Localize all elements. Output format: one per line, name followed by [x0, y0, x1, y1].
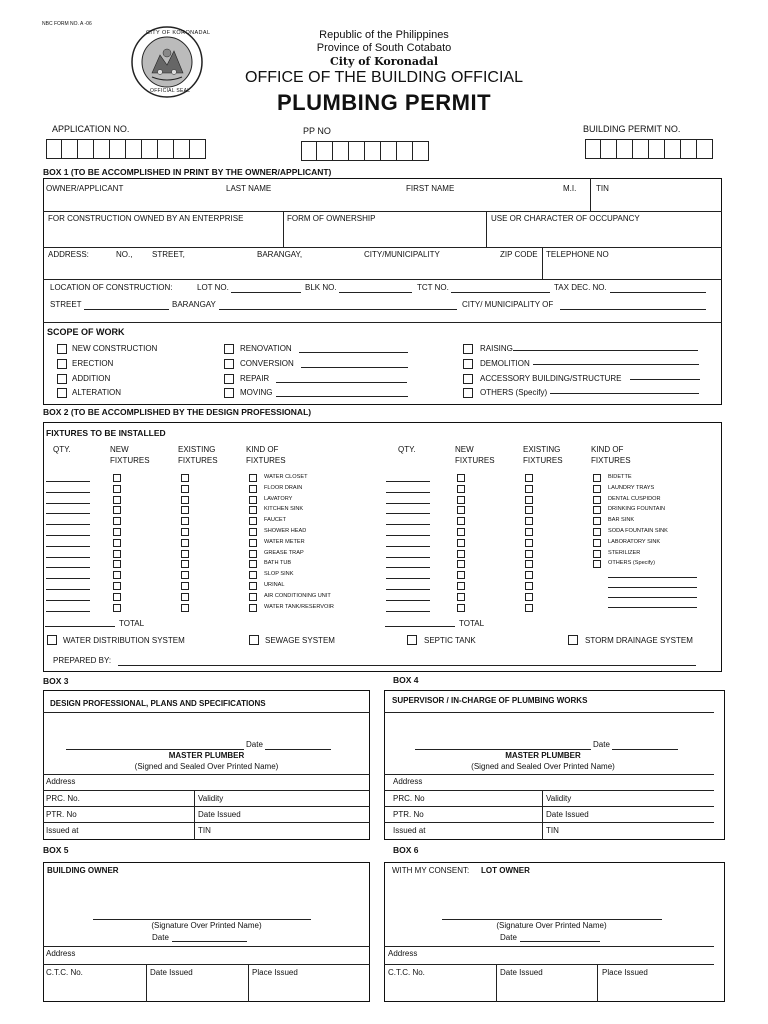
box3-title: DESIGN PROFESSIONAL, PLANS AND SPECIFICATIONS [50, 699, 266, 708]
scope-checkbox[interactable] [463, 344, 473, 354]
box4-validity-label: Validity [546, 794, 572, 803]
box6-signature-input[interactable] [442, 919, 662, 920]
scope-label: REPAIR [240, 374, 270, 383]
fixture-qty-input[interactable] [46, 589, 90, 590]
storm-drainage-checkbox[interactable] [568, 635, 578, 645]
new-fixture-checkbox[interactable] [457, 474, 465, 482]
header-office: OFFICE OF THE BUILDING OFFICIAL [245, 69, 523, 86]
new-header-left-2: FIXTURES [110, 456, 150, 465]
tct-no-input[interactable] [451, 292, 550, 293]
existing-fixture-checkbox[interactable] [525, 539, 533, 547]
box5-title: BUILDING OWNER [47, 866, 119, 875]
septic-tank-checkbox[interactable] [407, 635, 417, 645]
scope-specify-input[interactable] [276, 382, 407, 383]
box6-title: LOT OWNER [481, 866, 530, 875]
new-fixture-checkbox[interactable] [457, 604, 465, 612]
total-right-label: TOTAL [459, 619, 485, 628]
existing-header-right-2: FIXTURES [523, 456, 563, 465]
fixture-qty-input[interactable] [386, 524, 430, 525]
new-fixture-checkbox[interactable] [457, 550, 465, 558]
scope-label: ADDITION [72, 374, 111, 383]
box4-date-input[interactable] [612, 749, 678, 750]
others-specify-input[interactable] [608, 587, 697, 588]
box3-date-label: Date [246, 740, 263, 749]
box5-date-issued-label: Date Issued [150, 968, 193, 977]
box5-ctc-label: C.T.C. No. [46, 968, 83, 977]
fixture-qty-input[interactable] [46, 503, 90, 504]
existing-fixture-checkbox[interactable] [181, 496, 189, 504]
new-fixture-checkbox[interactable] [113, 517, 121, 525]
box6-frame [384, 862, 725, 1002]
box5-date-label: Date [152, 933, 169, 942]
fixtures-heading: FIXTURES TO BE INSTALLED [46, 428, 166, 438]
fixture-qty-input[interactable] [46, 546, 90, 547]
fixture-kind-checkbox[interactable] [249, 474, 257, 482]
water-distribution-checkbox[interactable] [47, 635, 57, 645]
box6-label: BOX 6 [393, 845, 419, 855]
box4-date-label: Date [593, 740, 610, 749]
fixture-qty-input[interactable] [386, 492, 430, 493]
total-right-input[interactable] [385, 626, 455, 627]
box3-date-input[interactable] [265, 749, 331, 750]
scope-label: ALTERATION [72, 388, 122, 397]
kind-header-left-2: FIXTURES [246, 456, 286, 465]
scope-checkbox[interactable] [463, 374, 473, 384]
existing-fixture-checkbox[interactable] [181, 582, 189, 590]
new-fixture-checkbox[interactable] [457, 528, 465, 536]
box4-label: BOX 4 [393, 675, 419, 685]
fixture-kind-label: GREASE TRAP [264, 550, 304, 556]
existing-fixture-checkbox[interactable] [181, 571, 189, 579]
new-fixture-checkbox[interactable] [113, 571, 121, 579]
fixture-kind-label: SLOP SINK [264, 571, 294, 577]
fixture-kind-label: LAVATORY [264, 496, 293, 502]
scope-checkbox[interactable] [57, 344, 67, 354]
scope-label: RAISING [480, 344, 513, 353]
fixture-kind-label: LABORATORY SINK [608, 539, 661, 545]
fixture-qty-input[interactable] [46, 535, 90, 536]
address-street-label: STREET, [152, 250, 185, 259]
box4-title: SUPERVISOR / IN-CHARGE OF PLUMBING WORKS [392, 696, 588, 705]
building-permit-no-label: BUILDING PERMIT NO. [583, 124, 681, 134]
building-permit-no-input[interactable] [585, 139, 713, 159]
scope-label: NEW CONSTRUCTION [72, 344, 158, 353]
fixture-kind-checkbox[interactable] [593, 506, 601, 514]
new-header-left: NEW [110, 445, 129, 454]
fixture-qty-input[interactable] [386, 567, 430, 568]
scope-checkbox[interactable] [224, 388, 234, 398]
box6-sign-note: (Signature Over Printed Name) [496, 921, 607, 930]
new-fixture-checkbox[interactable] [113, 604, 121, 612]
fixture-qty-input[interactable] [46, 524, 90, 525]
scope-checkbox[interactable] [57, 374, 67, 384]
existing-fixture-checkbox[interactable] [525, 550, 533, 558]
fixture-kind-label: WATER METER [264, 539, 305, 545]
scope-checkbox[interactable] [224, 374, 234, 384]
existing-fixture-checkbox[interactable] [525, 496, 533, 504]
fixture-kind-label: KITCHEN SINK [264, 506, 304, 512]
box3-sign-note: (Signed and Sealed Over Printed Name) [134, 762, 279, 771]
existing-fixture-checkbox[interactable] [181, 550, 189, 558]
first-name-label: FIRST NAME [406, 184, 455, 193]
fixture-kind-label: FLOOR DRAIN [264, 485, 303, 491]
new-fixture-checkbox[interactable] [457, 506, 465, 514]
fixture-kind-label: OTHERS (Specify) [608, 560, 655, 566]
lot-no-input[interactable] [231, 292, 301, 293]
existing-fixture-checkbox[interactable] [181, 528, 189, 536]
fixture-kind-label: SODA FOUNTAIN SINK [608, 528, 668, 534]
box3-address-label: Address [46, 777, 76, 786]
fixture-qty-input[interactable] [46, 567, 90, 568]
scope-specify-input[interactable] [276, 396, 408, 397]
fixture-kind-checkbox[interactable] [593, 474, 601, 482]
box3-role: MASTER PLUMBER [168, 751, 245, 760]
scope-label: CONVERSION [240, 359, 294, 368]
existing-fixture-checkbox[interactable] [181, 517, 189, 525]
existing-fixture-checkbox[interactable] [181, 506, 189, 514]
header-city: City of Koronadal [329, 55, 439, 68]
total-left-label: TOTAL [119, 619, 145, 628]
new-header-right-2: FIXTURES [455, 456, 495, 465]
new-fixture-checkbox[interactable] [113, 506, 121, 514]
tax-dec-input[interactable] [610, 292, 706, 293]
new-fixture-checkbox[interactable] [113, 539, 121, 547]
fixture-kind-label: STERILIZER [608, 550, 641, 556]
box5-address-label: Address [46, 949, 76, 958]
existing-fixture-checkbox[interactable] [181, 604, 189, 612]
fixture-qty-input[interactable] [386, 513, 430, 514]
existing-fixture-checkbox[interactable] [525, 593, 533, 601]
existing-header-left: EXISTING [178, 445, 216, 454]
scope-checkbox[interactable] [57, 359, 67, 369]
fixture-qty-input[interactable] [386, 481, 430, 482]
box6-address-label: Address [388, 949, 418, 958]
septic-tank-label: SEPTIC TANK [424, 636, 476, 645]
box4-prc-label: PRC. No [393, 794, 425, 803]
tin-label: TIN [596, 184, 609, 193]
blk-no-input[interactable] [339, 292, 412, 293]
address-no-label: NO., [116, 250, 133, 259]
barangay2-input[interactable] [219, 309, 457, 310]
scope-specify-input[interactable] [513, 350, 698, 351]
existing-fixture-checkbox[interactable] [525, 582, 533, 590]
owner-label: OWNER/APPLICANT [46, 184, 124, 193]
kind-header-left: KIND OF [246, 445, 279, 454]
fixture-kind-label: SHOWER HEAD [264, 528, 307, 534]
storm-drainage-label: STORM DRAINAGE SYSTEM [585, 636, 693, 645]
scope-specify-input[interactable] [533, 364, 699, 365]
fixture-kind-label: BIDETTE [608, 474, 632, 480]
box3-ptr-label: PTR. No [46, 810, 77, 819]
fixture-kind-label: FAUCET [264, 517, 287, 523]
fixture-kind-label: URINAL [264, 582, 285, 588]
new-fixture-checkbox[interactable] [113, 582, 121, 590]
kind-header-right: KIND OF [591, 445, 624, 454]
fixture-qty-input[interactable] [46, 611, 90, 612]
qty-header-left: QTY. [53, 445, 71, 454]
box4-sign-note: (Signed and Sealed Over Printed Name) [471, 762, 615, 771]
fixture-kind-label: BAR SINK [608, 517, 635, 523]
address-label: ADDRESS: [48, 250, 89, 259]
box5-sign-note: (Signature Over Printed Name) [151, 921, 262, 930]
fixture-qty-input[interactable] [386, 589, 430, 590]
fixture-kind-checkbox[interactable] [249, 517, 257, 525]
address-barangay-label: BARANGAY, [257, 250, 303, 259]
box6-date-label: Date [500, 933, 517, 942]
sewage-system-label: SEWAGE SYSTEM [265, 636, 335, 645]
fixture-kind-checkbox[interactable] [593, 539, 601, 547]
fixture-kind-checkbox[interactable] [249, 506, 257, 514]
scope-label: DEMOLITION [480, 359, 530, 368]
fixture-kind-label: WATER TANK/RESERVOIR [264, 604, 334, 610]
header-republic: Republic of the Philippines [319, 29, 449, 41]
occupancy-label: USE OR CHARACTER OF OCCUPANCY [491, 214, 640, 223]
fixture-kind-label: DENTAL CUSPIDOR [608, 496, 661, 502]
scope-checkbox[interactable] [57, 388, 67, 398]
fixture-kind-checkbox[interactable] [593, 496, 601, 504]
box4-role: MASTER PLUMBER [505, 751, 581, 760]
fixture-kind-checkbox[interactable] [249, 528, 257, 536]
fixture-kind-checkbox[interactable] [593, 528, 601, 536]
box3-issued-at-label: Issued at [46, 826, 79, 835]
fixture-kind-checkbox[interactable] [249, 485, 257, 493]
tax-dec-label: TAX DEC. NO. [554, 283, 607, 292]
existing-fixture-checkbox[interactable] [525, 506, 533, 514]
box6-date-issued-label: Date Issued [500, 968, 543, 977]
box5-frame [43, 862, 370, 1002]
fixture-kind-checkbox[interactable] [593, 560, 601, 568]
tct-no-label: TCT NO. [417, 283, 449, 292]
box6-place-issued-label: Place Issued [602, 968, 648, 977]
city2-label: CITY/ MUNICIPALITY OF [462, 300, 554, 309]
scope-specify-input[interactable] [299, 352, 408, 353]
box3-label: BOX 3 [43, 676, 69, 686]
prepared-by-input[interactable] [118, 665, 696, 666]
scope-specify-input[interactable] [630, 379, 700, 380]
box4-issued-at-label: Issued at [393, 826, 426, 835]
lot-no-label: LOT NO. [197, 283, 229, 292]
zip-code-label: ZIP CODE [500, 250, 538, 259]
pp-no-input[interactable] [301, 141, 429, 161]
new-fixture-checkbox[interactable] [113, 550, 121, 558]
new-fixture-checkbox[interactable] [457, 560, 465, 568]
fixture-qty-input[interactable] [46, 513, 90, 514]
scope-checkbox[interactable] [463, 359, 473, 369]
box4-tin-label: TIN [546, 826, 559, 835]
box4-ptr-label: PTR. No [393, 810, 424, 819]
new-fixture-checkbox[interactable] [457, 517, 465, 525]
others-specify-input[interactable] [608, 577, 697, 578]
existing-fixture-checkbox[interactable] [525, 560, 533, 568]
form-number: NBC FORM NO. A -06 [42, 21, 92, 27]
box3-validity-label: Validity [198, 794, 224, 803]
scope-label: RENOVATION [240, 344, 292, 353]
fixture-qty-input[interactable] [46, 492, 90, 493]
page-title: PLUMBING PERMIT [276, 90, 492, 115]
new-fixture-checkbox[interactable] [457, 485, 465, 493]
existing-header-left-2: FIXTURES [178, 456, 218, 465]
fixture-kind-checkbox[interactable] [593, 517, 601, 525]
total-left-input[interactable] [45, 626, 115, 627]
box5-date-input[interactable] [172, 941, 247, 942]
existing-fixture-checkbox[interactable] [525, 528, 533, 536]
existing-fixture-checkbox[interactable] [525, 517, 533, 525]
application-no-input[interactable] [46, 139, 206, 159]
fixture-kind-checkbox[interactable] [249, 539, 257, 547]
scope-specify-input[interactable] [550, 393, 699, 394]
qty-header-right: QTY. [398, 445, 416, 454]
existing-header-right: EXISTING [523, 445, 561, 454]
sewage-system-checkbox[interactable] [249, 635, 259, 645]
existing-fixture-checkbox[interactable] [525, 604, 533, 612]
box2-heading: BOX 2 (TO BE ACCOMPLISHED BY THE DESIGN PROFESSIONAL) [43, 407, 312, 417]
new-fixture-checkbox[interactable] [113, 560, 121, 568]
kind-header-right-2: FIXTURES [591, 456, 631, 465]
location-label: LOCATION OF CONSTRUCTION: [50, 283, 173, 292]
existing-fixture-checkbox[interactable] [181, 560, 189, 568]
street2-label: STREET [50, 300, 82, 309]
box3-date-issued-label: Date Issued [198, 810, 241, 819]
others-specify-input[interactable] [608, 607, 697, 608]
fixture-kind-label: LAUNDRY TRAYS [608, 485, 655, 491]
fixture-qty-input[interactable] [386, 557, 430, 558]
fixture-qty-input[interactable] [46, 578, 90, 579]
box4-address-label: Address [393, 777, 423, 786]
fixture-kind-checkbox[interactable] [249, 560, 257, 568]
ownership-label: FORM OF OWNERSHIP [287, 214, 376, 223]
new-fixture-checkbox[interactable] [457, 539, 465, 547]
fixture-kind-label: WATER CLOSET [264, 474, 308, 480]
scope-label: ERECTION [72, 359, 114, 368]
box5-label: BOX 5 [43, 845, 69, 855]
existing-fixture-checkbox[interactable] [181, 593, 189, 601]
box4-date-issued-label: Date Issued [546, 810, 589, 819]
header-province: Province of South Cotabato [316, 42, 452, 54]
fixture-qty-input[interactable] [386, 611, 430, 612]
seal-ring-text: CITY OF KORONADAL [146, 30, 211, 36]
fixture-kind-checkbox[interactable] [249, 604, 257, 612]
box6-ctc-label: C.T.C. No. [388, 968, 425, 977]
barangay2-label: BARANGAY [172, 300, 216, 309]
box6-consent: WITH MY CONSENT: [392, 866, 470, 875]
scope-label: ACCESSORY BUILDING/STRUCTURE [480, 374, 622, 383]
box4-signature-input[interactable] [415, 749, 591, 750]
fixture-kind-checkbox[interactable] [249, 496, 257, 504]
fixture-kind-label: DRINKING FOUNTAIN [608, 506, 666, 512]
fixture-qty-input[interactable] [386, 535, 430, 536]
scope-checkbox[interactable] [224, 344, 234, 354]
new-fixture-checkbox[interactable] [113, 496, 121, 504]
new-header-right: NEW [455, 445, 474, 454]
new-fixture-checkbox[interactable] [113, 593, 121, 601]
telephone-label: TELEPHONE NO [546, 250, 609, 259]
address-city-label: CITY/MUNICIPALITY [364, 250, 440, 259]
fixture-kind-checkbox[interactable] [249, 571, 257, 579]
fixture-kind-checkbox[interactable] [249, 582, 257, 590]
scope-heading: SCOPE OF WORK [47, 327, 125, 337]
street2-input[interactable] [84, 309, 169, 310]
fixture-qty-input[interactable] [386, 546, 430, 547]
box5-place-issued-label: Place Issued [252, 968, 298, 977]
new-fixture-checkbox[interactable] [457, 582, 465, 590]
new-fixture-checkbox[interactable] [457, 496, 465, 504]
scope-label: MOVING [240, 388, 273, 397]
mi-label: M.I. [563, 184, 577, 193]
box3-tin-label: TIN [198, 826, 211, 835]
seal-bottom-text: OFFICIAL SEAL [150, 88, 191, 94]
fixture-qty-input[interactable] [386, 578, 430, 579]
fixture-qty-input[interactable] [46, 600, 90, 601]
fixture-kind-checkbox[interactable] [593, 485, 601, 493]
new-fixture-checkbox[interactable] [457, 571, 465, 579]
city2-input[interactable] [560, 309, 706, 310]
new-fixture-checkbox[interactable] [113, 485, 121, 493]
new-fixture-checkbox[interactable] [457, 593, 465, 601]
pp-no-label: PP NO [303, 126, 331, 136]
fixture-kind-label: BATH TUB [264, 560, 292, 566]
fixture-qty-input[interactable] [46, 481, 90, 482]
existing-fixture-checkbox[interactable] [525, 474, 533, 482]
fixture-qty-input[interactable] [46, 557, 90, 558]
scope-checkbox[interactable] [463, 388, 473, 398]
existing-fixture-checkbox[interactable] [525, 485, 533, 493]
existing-fixture-checkbox[interactable] [181, 539, 189, 547]
box5-signature-input[interactable] [93, 919, 311, 920]
enterprise-label: FOR CONSTRUCTION OWNED BY AN ENTERPRISE [48, 214, 244, 223]
fixture-qty-input[interactable] [386, 600, 430, 601]
scope-specify-input[interactable] [301, 367, 408, 368]
prepared-by-label: PREPARED BY: [53, 656, 112, 665]
box3-prc-label: PRC. No. [46, 794, 80, 803]
scope-label: OTHERS (Specify) [480, 388, 548, 397]
fixture-kind-checkbox[interactable] [249, 550, 257, 558]
blk-no-label: BLK NO. [305, 283, 337, 292]
scope-checkbox[interactable] [224, 359, 234, 369]
existing-fixture-checkbox[interactable] [181, 485, 189, 493]
fixture-kind-checkbox[interactable] [593, 550, 601, 558]
new-fixture-checkbox[interactable] [113, 474, 121, 482]
box3-signature-input[interactable] [66, 749, 244, 750]
fixture-qty-input[interactable] [386, 503, 430, 504]
box6-date-input[interactable] [520, 941, 600, 942]
fixture-kind-checkbox[interactable] [249, 593, 257, 601]
fixture-kind-label: AIR CONDITIONING UNIT [264, 593, 331, 599]
existing-fixture-checkbox[interactable] [181, 474, 189, 482]
water-distribution-label: WATER DISTRIBUTION SYSTEM [63, 636, 185, 645]
application-no-label: APPLICATION NO. [52, 124, 130, 134]
others-specify-input[interactable] [608, 597, 697, 598]
last-name-label: LAST NAME [226, 184, 272, 193]
existing-fixture-checkbox[interactable] [525, 571, 533, 579]
new-fixture-checkbox[interactable] [113, 528, 121, 536]
box1-heading: BOX 1 (TO BE ACCOMPLISHED IN PRINT BY THE OWNER/APPLICANT) [43, 167, 332, 177]
